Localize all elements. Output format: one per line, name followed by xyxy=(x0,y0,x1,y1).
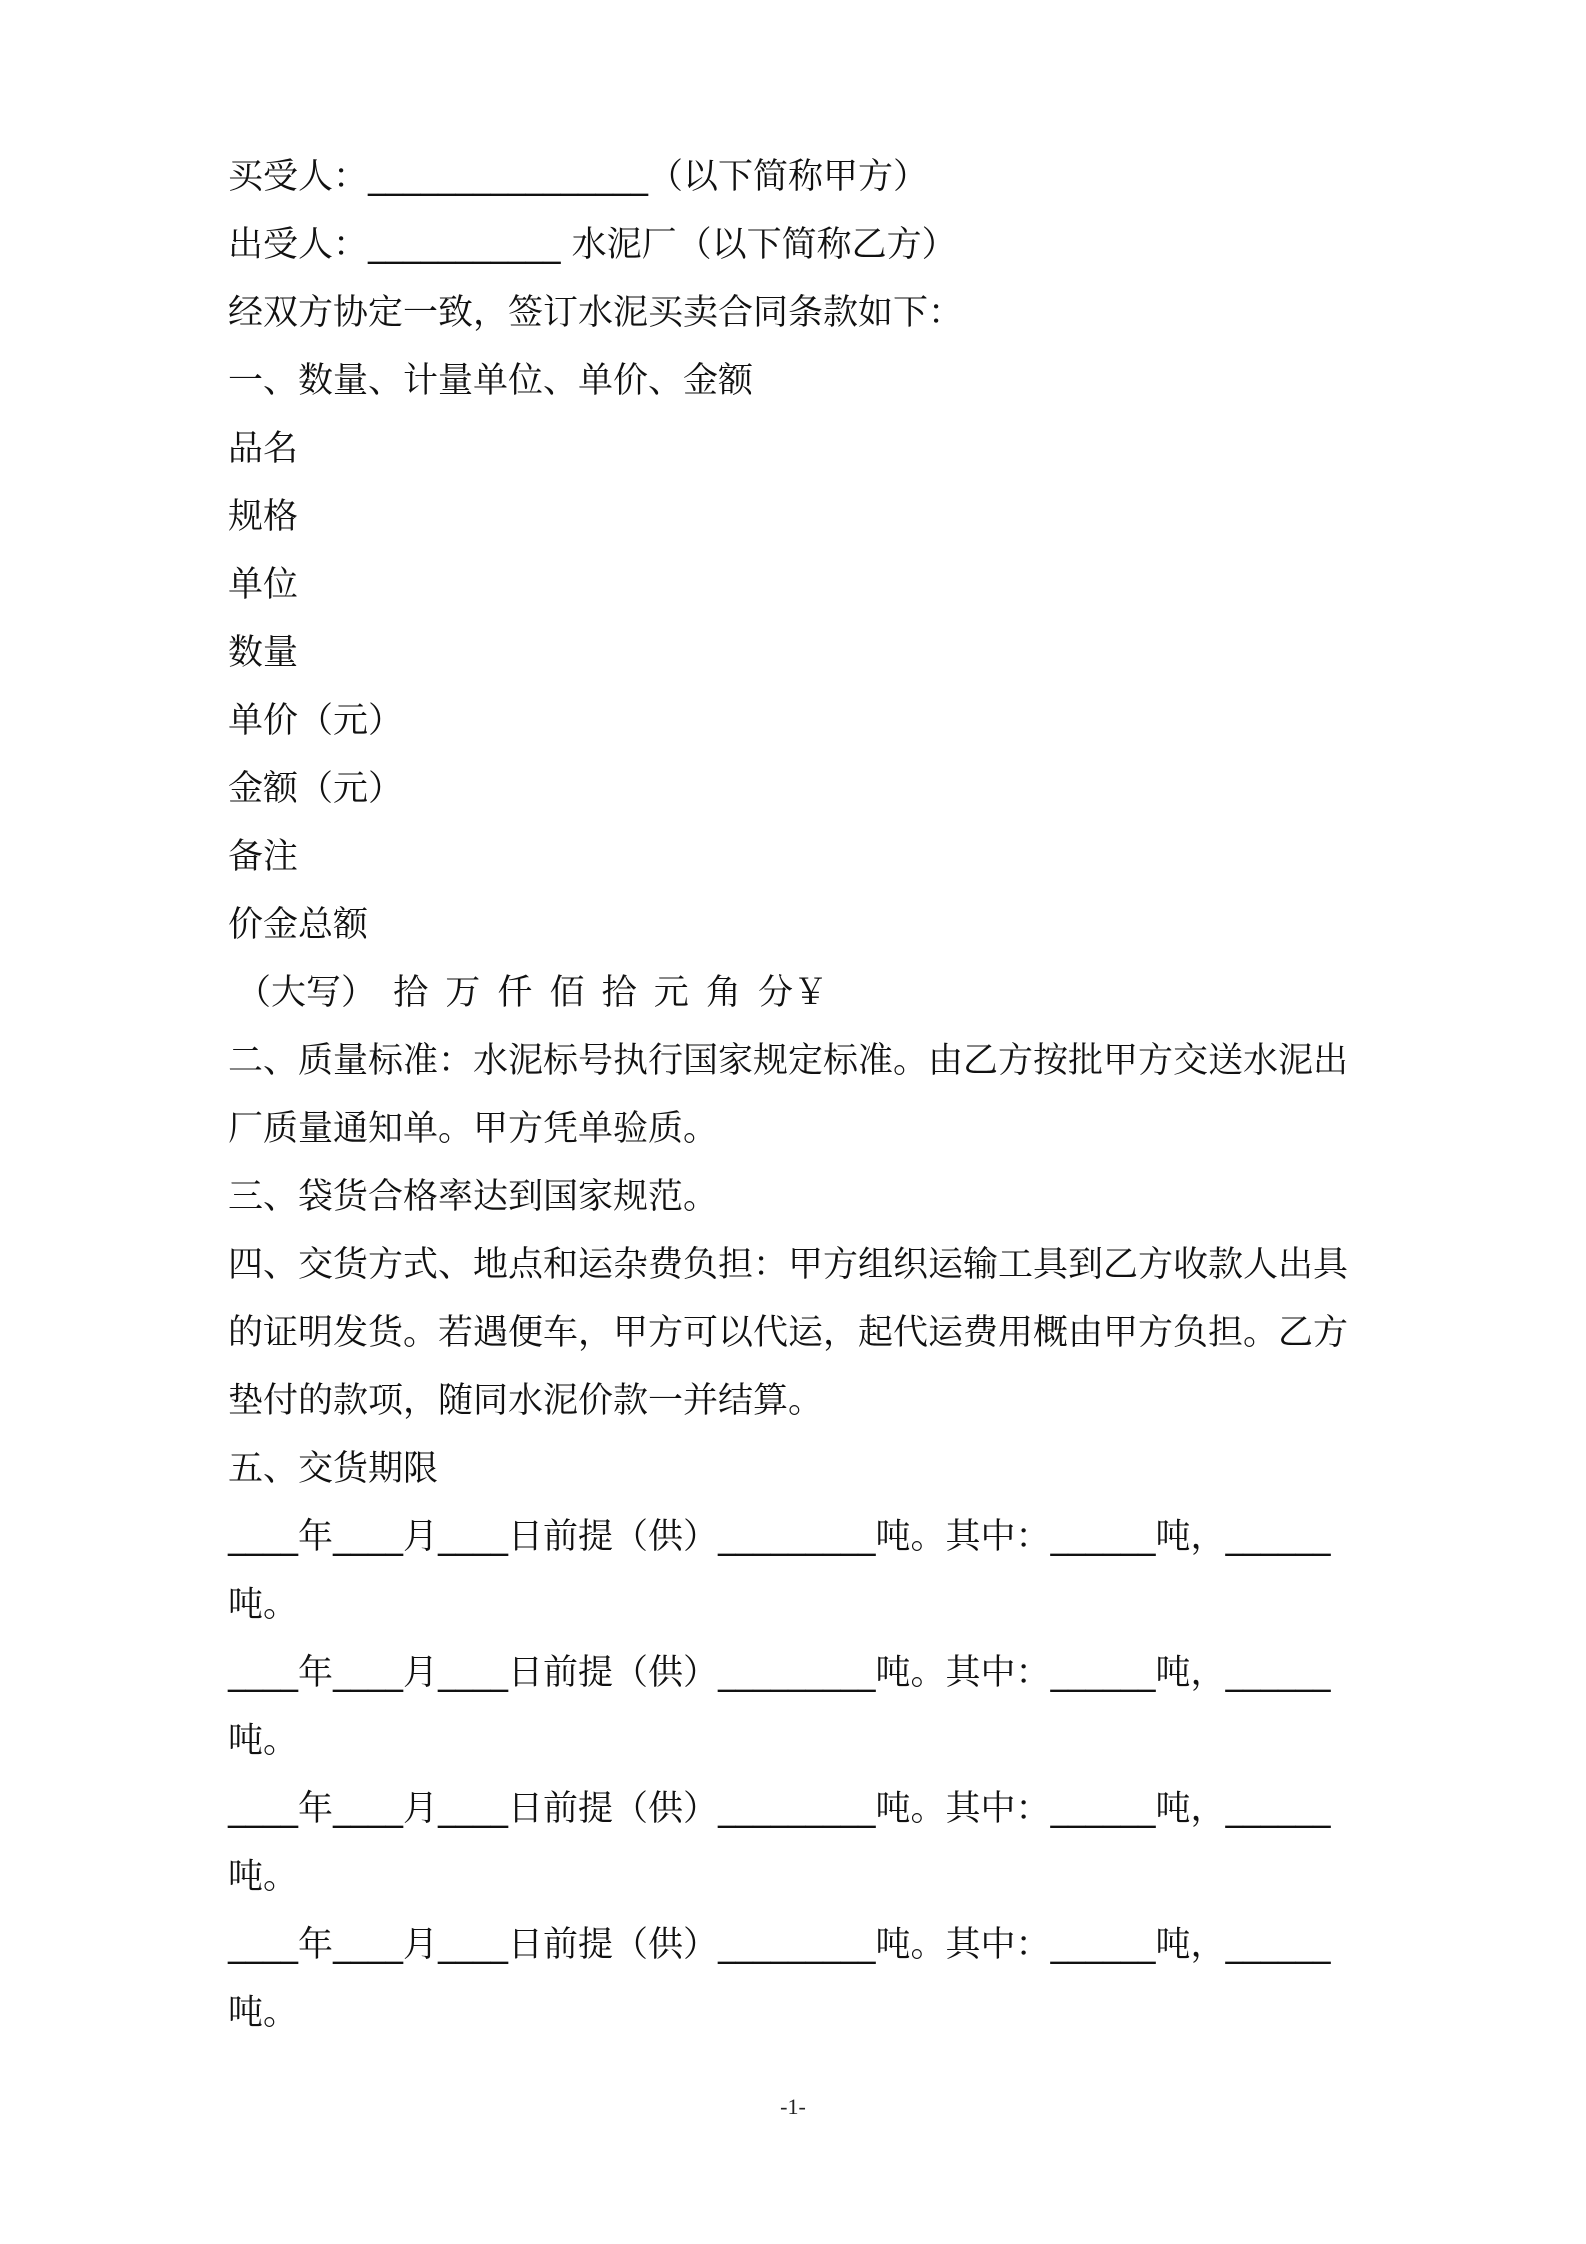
item-quantity: 数量 xyxy=(228,633,299,673)
delivery-schedule-2: ____年____月____日前提（供）_________吨。其中：______吨，______ xyxy=(228,1653,1331,1693)
delivery-schedule-4: ____年____月____日前提（供）_________吨。其中：______吨，______ xyxy=(228,1925,1331,1965)
agreement-intro: 经双方协定一致，签订水泥买卖合同条款如下： xyxy=(228,293,964,333)
delivery-schedule-2-end: 吨。 xyxy=(228,1721,299,1761)
item-remarks: 备注 xyxy=(228,837,299,877)
section-4-line-3: 垫付的款项，随同水泥价款一并结算。 xyxy=(228,1381,824,1421)
section-2-line-1: 二、质量标准：水泥标号执行国家规定标准。由乙方按批甲方交送水泥出 xyxy=(228,1041,1349,1081)
section-3: 三、袋货合格率达到国家规范。 xyxy=(228,1177,719,1217)
delivery-schedule-3-end: 吨。 xyxy=(228,1857,299,1897)
item-amount: 金额（元） xyxy=(228,769,404,809)
seller-line: 出受人：___________ 水泥厂（以下简称乙方） xyxy=(228,225,957,265)
item-product-name: 品名 xyxy=(228,429,299,469)
item-specification: 规格 xyxy=(228,497,299,537)
delivery-schedule-4-end: 吨。 xyxy=(228,1993,299,2033)
item-total: 价金总额 xyxy=(228,905,369,945)
section-5-heading: 五、交货期限 xyxy=(228,1449,439,1489)
section-4-line-1: 四、交货方式、地点和运杂费负担：甲方组织运输工具到乙方收款人出具 xyxy=(228,1245,1349,1285)
total-in-words: （大写） 拾 万 仟 佰 拾 元 角 分￥ xyxy=(236,973,829,1013)
section-2-line-2: 厂质量通知单。甲方凭单验质。 xyxy=(228,1109,719,1149)
delivery-schedule-3: ____年____月____日前提（供）_________吨。其中：______吨，______ xyxy=(228,1789,1331,1829)
section-4-line-2: 的证明发货。若遇便车，甲方可以代运，起代运费用概由甲方负担。乙方 xyxy=(228,1313,1349,1353)
item-unit-price: 单价（元） xyxy=(228,701,404,741)
item-unit: 单位 xyxy=(228,565,299,605)
delivery-schedule-1: ____年____月____日前提（供）_________吨。其中：______吨，______ xyxy=(228,1517,1331,1557)
page-number: -1- xyxy=(780,2094,806,2119)
delivery-schedule-1-end: 吨。 xyxy=(228,1585,299,1625)
buyer-line: 买受人：________________（以下简称甲方） xyxy=(228,157,929,197)
section-1-heading: 一、数量、计量单位、单价、金额 xyxy=(228,361,754,401)
